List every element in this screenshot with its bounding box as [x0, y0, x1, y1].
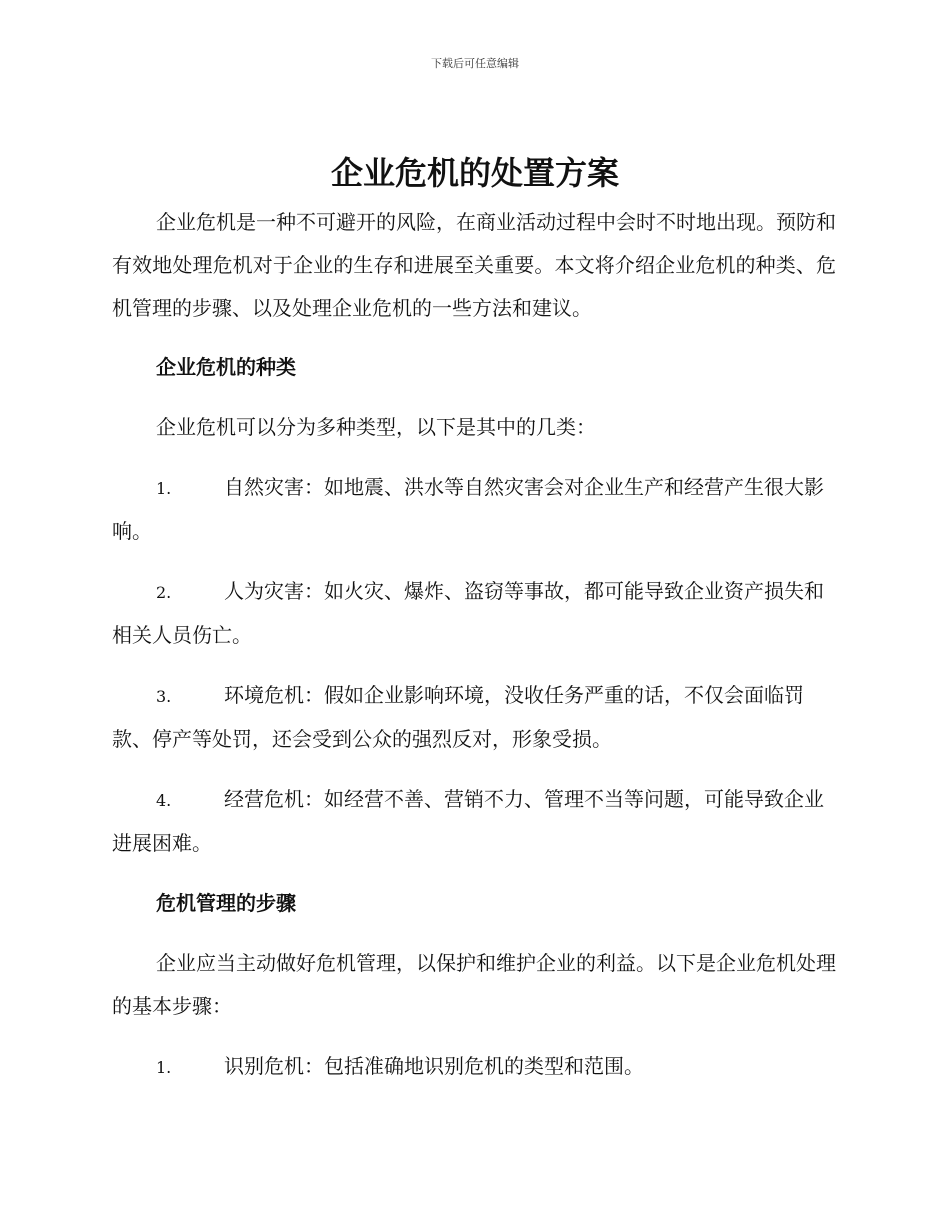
list-item-text: 人为灾害：如火灾、爆炸、盗窃等事故，都可能导致企业资产损失和相关人员伤亡。: [112, 579, 824, 647]
list-item-text: 自然灾害：如地震、洪水等自然灾害会对企业生产和经营产生很大影响。: [112, 475, 824, 543]
list-item-text: 识别危机：包括准确地识别危机的类型和范围。: [224, 1054, 644, 1078]
section-heading-crisis-management: 危机管理的步骤: [156, 891, 296, 915]
intro-paragraph: 企业危机是一种不可避开的风险，在商业活动过程中会时不时地出现。预防和有效地处理危机对于企业的生存和进展至关重要。本文将介绍企业危机的种类、危机管理的步骤、以及处理企业危机的一些方法和建议。: [112, 210, 836, 320]
list-item: [112, 1045, 836, 1089]
section-lead-crisis-types: 企业危机可以分为多种类型，以下是其中的几类：: [156, 415, 596, 439]
list-number: 2.: [156, 583, 172, 602]
section-heading-crisis-types: 企业危机的种类: [156, 355, 296, 379]
document-body: [112, 201, 836, 1089]
list-number: 4.: [156, 791, 172, 810]
page-header-note: 下载后可任意编辑: [431, 57, 519, 70]
section-lead-crisis-management: 企业应当主动做好危机管理，以保护和维护企业的利益。以下是企业危机处理的基本步骤：: [112, 951, 836, 1018]
document-title: 企业危机的处置方案: [330, 154, 619, 192]
list-item: [112, 570, 836, 657]
list-item: [112, 778, 836, 865]
list-number: 1.: [156, 1058, 172, 1077]
list-number: 3.: [156, 687, 172, 706]
list-item: [112, 674, 836, 761]
list-item-text: 环境危机：假如企业影响环境，没收任务严重的话，不仅会面临罚款、停产等处罚，还会受到公众的强烈反对，形象受损。: [112, 683, 804, 751]
list-item: [112, 466, 836, 553]
list-number: 1.: [156, 479, 172, 498]
list-item-text: 经营危机：如经营不善、营销不力、管理不当等问题，可能导致企业进展困难。: [112, 787, 824, 855]
